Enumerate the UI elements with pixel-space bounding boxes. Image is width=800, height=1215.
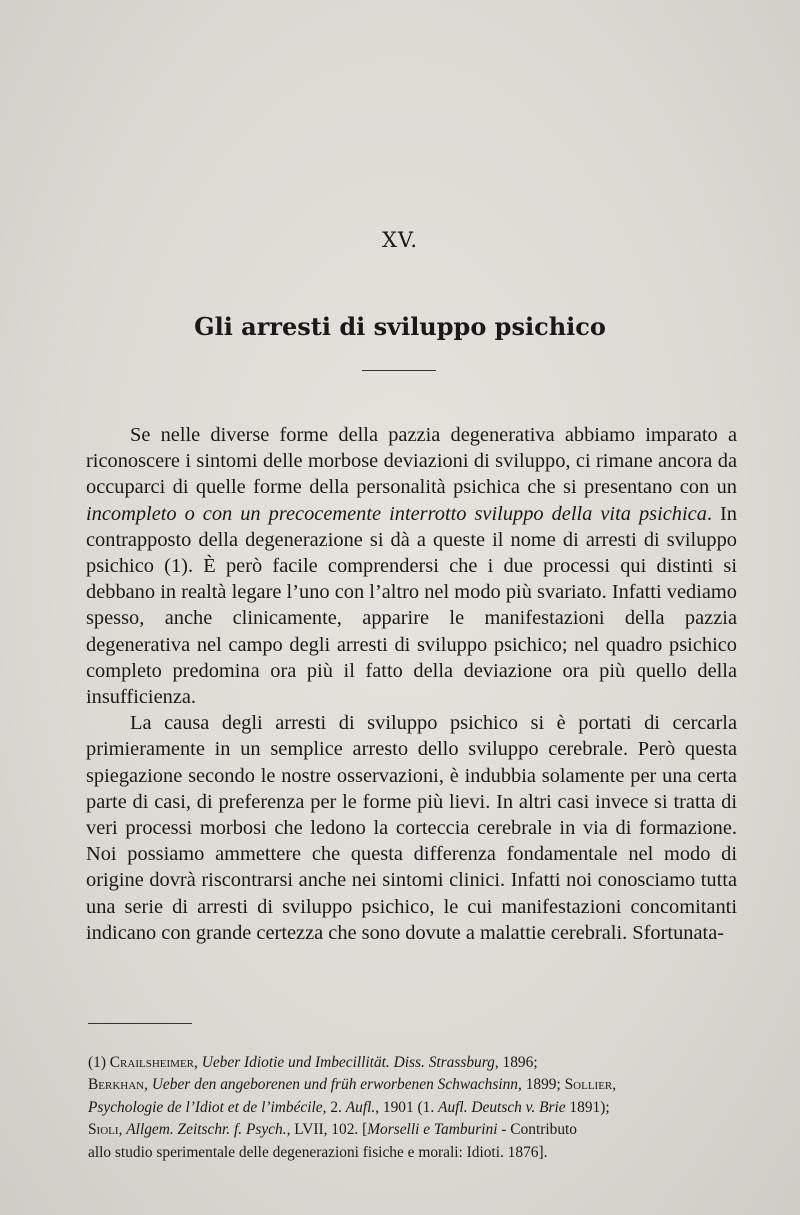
italic-text: Ueber Idiotie und Imbecillität. Diss. Strassburg [201,1054,495,1071]
text-run: , [118,1121,127,1139]
footnote-line [88,1142,738,1164]
footnote-line [88,1097,738,1119]
text-run: Se nelle diverse forme della pazzia degenerativa abbiamo imparato a riconoscere i sintomi delle morbose deviazioni di sviluppo, ci rimane ancora da occuparci di quelle forme della personalità psichica che si presentano con un [86,424,737,499]
body-text [86,422,737,946]
text-run: , [194,1054,202,1071]
author-name: Crailsheimer [109,1054,195,1071]
footnote-line [88,1074,738,1096]
text-run: (1) [88,1054,110,1071]
author-name: Berkhan [88,1076,145,1094]
title-divider [362,370,436,371]
italic-text: Ueber den angeborenen und früh erworbenen Schwachsinn [151,1076,518,1094]
footnote-divider [88,1023,192,1024]
chapter-number: XV. [381,228,419,252]
footnote [88,1052,738,1164]
text-run: , LVII, 102. [ [286,1121,368,1139]
italic-text: Psychologie de l’Idiot et de l’imbécile [88,1098,323,1116]
italic-text: incompleto o con un precocemente interrotto sviluppo della vita psichica [86,502,707,525]
chapter-title: Gli arresti di sviluppo psichico [194,312,606,341]
italic-text: Aufl. Deutsch v. Brie [438,1098,566,1116]
text-run: , 2. [322,1098,346,1116]
italic-text: Aufl. [345,1098,376,1116]
text-run: , 1901 (1. [375,1098,439,1116]
footnote-line [88,1119,738,1141]
text-run: 1891); [565,1098,610,1116]
text-run: , [144,1076,152,1094]
footnote-line [88,1052,738,1074]
paragraph [86,422,737,710]
author-name: Sioli [88,1121,119,1139]
author-name: Sollier [564,1076,613,1094]
paragraph [86,710,737,946]
text-run: La causa degli arresti di sviluppo psichico si è portati di cercarla primieramente in un semplice arresto dello sviluppo cerebrale. Però questa spiegazione secondo le nostre osservazioni, è indubbia solamente per una certa parte di casi, di preferenza per le forme più lievi. In altri casi invece si tratta di veri processi morbosi che ledono la corteccia cerebrale in via di formazione. Noi possiamo ammettere che questa differenza fondamentale nel modo di origine dovrà riscontrarsi anche nei sintomi clinici. Infatti noi conosciamo tutta una serie di arresti di sviluppo psichico, le cui manifestazioni concomitanti indicano con grande certezza che sono dovute a malattie cerebrali. Sfortunata- [86,712,737,944]
text-run: . In contrapposto della degenerazione si dà a queste il nome di arresti di sviluppo psichico (1). È però facile comprendersi che i due processi qui distinti si debbano in realtà legare l’uno con l’altro nel modo più svariato. Infatti vediamo spesso, anche clinicamente, apparire le manifestazioni della pazzia degenerativa nel campo degli arresti di sviluppo psichico; nel quadro psichico completo predomina ora più il fatto della deviazione ora più quello della insufficienza. [86,502,737,709]
text-run: , [612,1076,617,1094]
text-run: , 1899; [518,1076,565,1094]
italic-text: Allgem. Zeitschr. f. Psych. [126,1121,287,1139]
italic-text: Morselli e Tamburini [367,1121,498,1139]
text-run: , 1896; [494,1054,538,1071]
text-run: allo studio sperimentale delle degenerazioni fisiche e morali: Idioti. 1876]. [88,1143,548,1161]
text-run: - Contributo [497,1121,578,1139]
